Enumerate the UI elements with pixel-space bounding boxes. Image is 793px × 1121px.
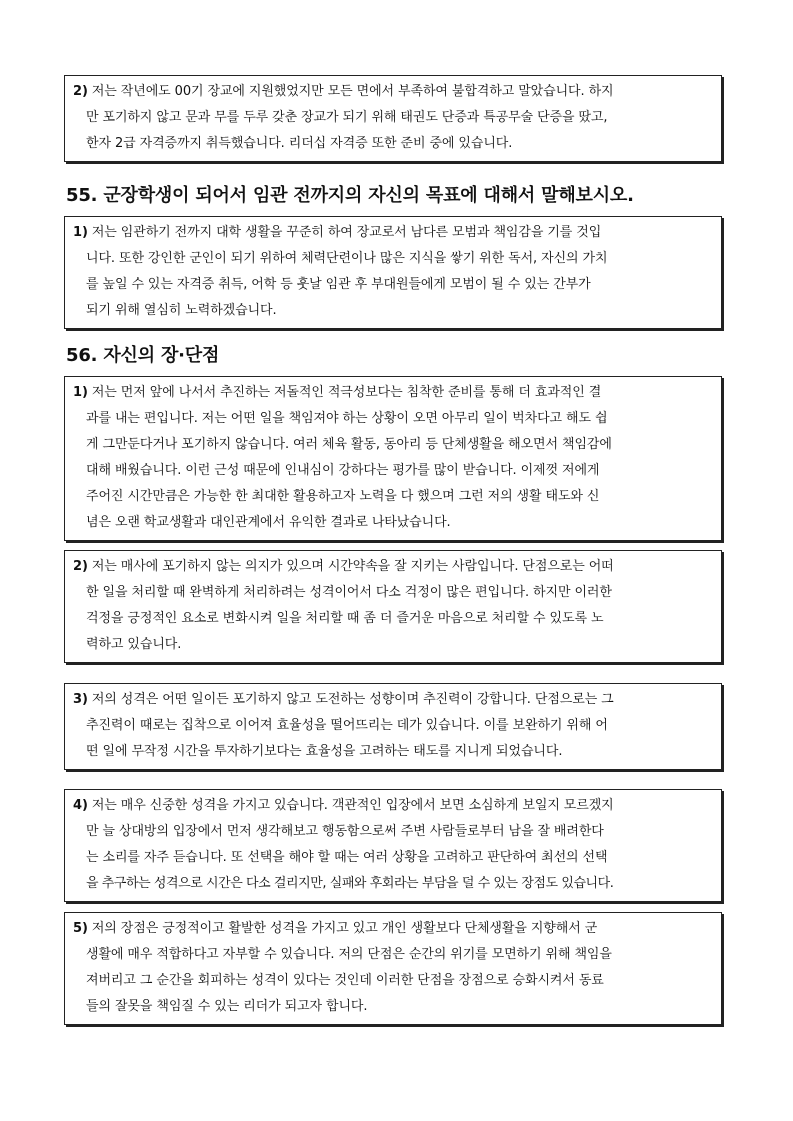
answer-number: 1) — [73, 225, 88, 240]
answer-line: 주어진 시간만큼은 가능한 한 최대한 활용하고자 노력을 다 했으며 그런 저의 생활 태도와 신 — [86, 489, 600, 504]
answer-line: 을 추구하는 성격으로 시간은 다소 걸리지만, 실패와 후회라는 부담을 덜 수 있는 장점도 있습니다. — [86, 876, 614, 891]
answer-line: 되기 위해 열심히 노력하겠습니다. — [86, 303, 277, 318]
answer-box-56-2 — [64, 550, 722, 663]
answer-line: 만 늘 상대방의 입장에서 먼저 생각해보고 행동함으로써 주변 사람들로부터 남을 잘 배려한다 — [86, 824, 604, 839]
answer-line: 는 소리를 자주 듣습니다. 또 선택을 해야 할 때는 여러 상황을 고려하고 판단하여 최선의 선택 — [86, 850, 608, 865]
answer-line: 를 높일 수 있는 자격증 취득, 어학 등 훗날 임관 후 부대원들에게 모범이 될 수 있는 간부가 — [86, 277, 591, 292]
section-56-heading: 56. 자신의 장·단점 — [66, 345, 220, 366]
answer-line: 저의 장점은 긍정적이고 활발한 성격을 가지고 있고 개인 생활보다 단체생활을 지향해서 군 — [91, 921, 598, 936]
answer-number: 3) — [73, 692, 88, 707]
answer-line: 걱정을 긍정적인 요소로 변화시켜 일을 처리할 때 좀 더 즐거운 마음으로 처리할 수 있도록 노 — [86, 611, 604, 626]
answer-line: 떤 일에 무작정 시간을 투자하기보다는 효율성을 고려하는 태도를 지니게 되었습니다. — [86, 744, 563, 759]
answer-line: 져버리고 그 순간을 회피하는 성격이 있다는 것인데 이러한 단점을 장점으로 승화시켜서 동료 — [86, 973, 604, 988]
answer-box-56-1 — [64, 376, 722, 541]
answer-number: 1) — [73, 385, 88, 400]
answer-number: 2) — [73, 559, 88, 574]
answer-line: 만 포기하지 않고 문과 무를 두루 갖춘 장교가 되기 위해 태권도 단증과 특공무술 단증을 땄고, — [86, 110, 608, 125]
answer-line: 념은 오랜 학교생활과 대인관계에서 유익한 결과로 나타났습니다. — [86, 515, 451, 530]
answer-box-56-3 — [64, 683, 722, 770]
answer-line: 저는 매우 신중한 성격을 가지고 있습니다. 객관적인 입장에서 보면 소심하게 보일지 모르겠지 — [91, 798, 614, 813]
answer-line: 한 일을 처리할 때 완벽하게 처리하려는 성격이어서 다소 걱정이 많은 편입니다. 하지만 이러한 — [86, 585, 612, 600]
answer-line: 대해 배웠습니다. 이런 근성 때문에 인내심이 강하다는 평가를 많이 받습니다. 이제껏 저에게 — [86, 463, 600, 478]
answer-line: 니다. 또한 강인한 군인이 되기 위하여 체력단련이나 많은 지식을 쌓기 위한 독서, 자신의 가치 — [86, 251, 608, 266]
answer-box-prev-2 — [64, 75, 722, 162]
answer-line: 한자 2급 자격증까지 취득했습니다. 리더십 자격증 또한 준비 중에 있습니다. — [86, 136, 513, 151]
answer-line: 들의 잘못을 책임질 수 있는 리더가 되고자 합니다. — [86, 999, 368, 1014]
answer-line: 저의 성격은 어떤 일이든 포기하지 않고 도전하는 성향이며 추진력이 강합니다. 단점으로는 그 — [91, 692, 614, 707]
answer-number: 4) — [73, 798, 88, 813]
answer-line: 생활에 매우 적합하다고 자부할 수 있습니다. 저의 단점은 순간의 위기를 모면하기 위해 책임을 — [86, 947, 612, 962]
answer-number: 2) — [73, 84, 88, 99]
answer-box-55-1 — [64, 216, 722, 329]
answer-line: 저는 매사에 포기하지 않는 의지가 있으며 시간약속을 잘 지키는 사람입니다. 단점으로는 어떠 — [91, 559, 614, 574]
answer-line: 과를 내는 편입니다. 저는 어떤 일을 책임져야 하는 상황이 오면 아무리 일이 벅차다고 해도 쉽 — [86, 411, 608, 426]
answer-number: 5) — [73, 921, 88, 936]
answer-line: 저는 먼저 앞에 나서서 추진하는 저돌적인 적극성보다는 침착한 준비를 통해 더 효과적인 결 — [91, 385, 602, 400]
answer-line: 추진력이 때로는 집착으로 이어져 효율성을 떨어뜨리는 데가 있습니다. 이를 보완하기 위해 어 — [86, 718, 608, 733]
answer-box-56-4 — [64, 789, 722, 902]
answer-box-56-5 — [64, 912, 722, 1025]
answer-line: 력하고 있습니다. — [86, 637, 182, 652]
section-55-heading: 55. 군장학생이 되어서 임관 전까지의 자신의 목표에 대해서 말해보시오. — [66, 185, 634, 206]
answer-line: 저는 임관하기 전까지 대학 생활을 꾸준히 하여 장교로서 남다른 모범과 책임감을 기를 것입 — [91, 225, 602, 240]
answer-line: 게 그만둔다거나 포기하지 않습니다. 여러 체육 활동, 동아리 등 단체생활을 해오면서 책임감에 — [86, 437, 612, 452]
answer-line: 저는 작년에도 00기 장교에 지원했었지만 모든 면에서 부족하여 불합격하고 말았습니다. 하지 — [91, 84, 614, 99]
